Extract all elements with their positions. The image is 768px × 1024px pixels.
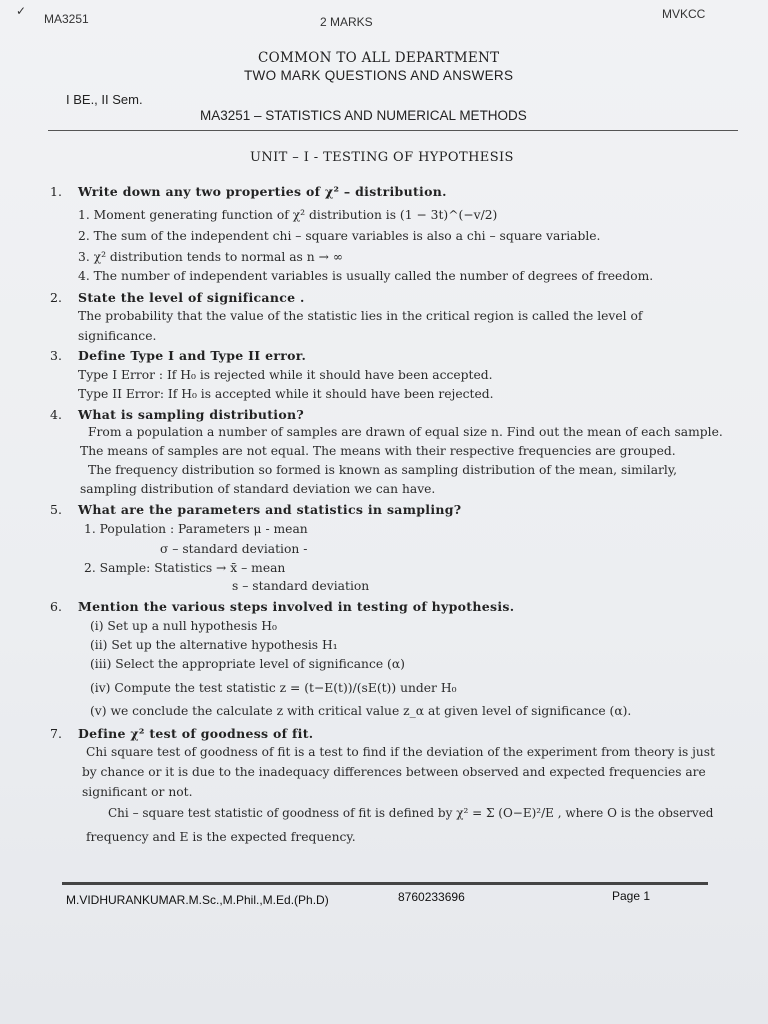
title-line-2: TWO MARK QUESTIONS AND ANSWERS [244, 68, 514, 83]
question-2: 2. State the level of significance . [50, 290, 305, 305]
answer-line: From a population a number of samples are drawn of equal size n. Find out the mean of each sample. [88, 425, 723, 439]
header-rule [48, 130, 738, 131]
answer-line: The means of samples are not equal. The means with their respective frequencies are grouped. [80, 444, 676, 458]
answer-line: (iii) Select the appropriate level of significance (α) [90, 657, 405, 671]
answer-line: frequency and E is the expected frequency. [86, 830, 356, 844]
page-number: Page 1 [612, 889, 651, 903]
answer-line: s – standard deviation [232, 579, 370, 593]
answer-line: significant or not. [82, 785, 193, 799]
title-line-1: COMMON TO ALL DEPARTMENT [258, 50, 500, 66]
answer-line: Chi square test of goodness of fit is a test to find if the deviation of the experiment from theory is just [86, 745, 715, 759]
answer-line: significance. [78, 329, 157, 343]
answer-line: The frequency distribution so formed is known as sampling distribution of the mean, similarly, [88, 463, 678, 477]
answer-line: 3. χ² distribution tends to normal as n → ∞ [78, 250, 344, 264]
subject-code: MA3251 [44, 12, 89, 26]
answer-line: σ – standard deviation - [160, 542, 308, 556]
phone-number: 8760233696 [398, 890, 465, 904]
answer-line: 4. The number of independent variables is usually called the number of degrees of freedom. [78, 269, 654, 283]
subject-title: MA3251 – STATISTICS AND NUMERICAL METHODS [200, 108, 527, 123]
question-6: 6. Mention the various steps involved in testing of hypothesis. [50, 599, 515, 614]
answer-line: 2. Sample: Statistics → x̄ – mean [84, 561, 286, 575]
answer-line: Type II Error: If H₀ is accepted while it should have been rejected. [78, 387, 494, 401]
footer-rule [62, 882, 708, 885]
answer-line: The probability that the value of the statistic lies in the critical region is called the level of [78, 309, 643, 323]
answer-line: (i) Set up a null hypothesis H₀ [90, 619, 277, 633]
answer-line: (v) we conclude the calculate z with critical value z_α at given level of significance (α). [90, 704, 632, 718]
marks-label: 2 MARKS [320, 15, 373, 29]
question-1: 1. Write down any two properties of χ² – distribution. [50, 184, 447, 199]
author-name: M.VIDHURANKUMAR.M.Sc.,M.Phil.,M.Ed.(Ph.D) [66, 893, 329, 907]
answer-line: Type I Error : If H₀ is rejected while it should have been accepted. [78, 368, 493, 382]
question-3: 3. Define Type I and Type II error. [50, 348, 307, 363]
answer-line: 2. The sum of the independent chi – square variables is also a chi – square variable. [78, 229, 601, 243]
answer-line: 1. Moment generating function of χ² distribution is (1 − 3t)^(−v/2) [78, 208, 498, 222]
question-7: 7. Define χ² test of goodness of fit. [50, 726, 314, 741]
answer-line: by chance or it is due to the inadequacy differences between observed and expected frequencies are [82, 765, 706, 779]
pen-mark: ✓ [16, 4, 27, 18]
answer-line: (ii) Set up the alternative hypothesis H₁ [90, 638, 338, 652]
question-4: 4. What is sampling distribution? [50, 407, 305, 422]
question-5: 5. What are the parameters and statistics in sampling? [50, 502, 462, 517]
unit-title: UNIT – I - TESTING OF HYPOTHESIS [250, 150, 514, 165]
college-code: MVKCC [662, 7, 706, 21]
answer-line: 1. Population : Parameters μ - mean [84, 522, 308, 536]
answer-line: (iv) Compute the test statistic z = (t−E(t))/(sE(t)) under H₀ [90, 681, 457, 695]
course-label: I BE., II Sem. [66, 92, 143, 107]
answer-line: sampling distribution of standard deviation we can have. [80, 482, 436, 496]
answer-line: Chi – square test statistic of goodness of fit is defined by χ² = Σ (O−E)²/E , where O is the observed [108, 806, 714, 820]
